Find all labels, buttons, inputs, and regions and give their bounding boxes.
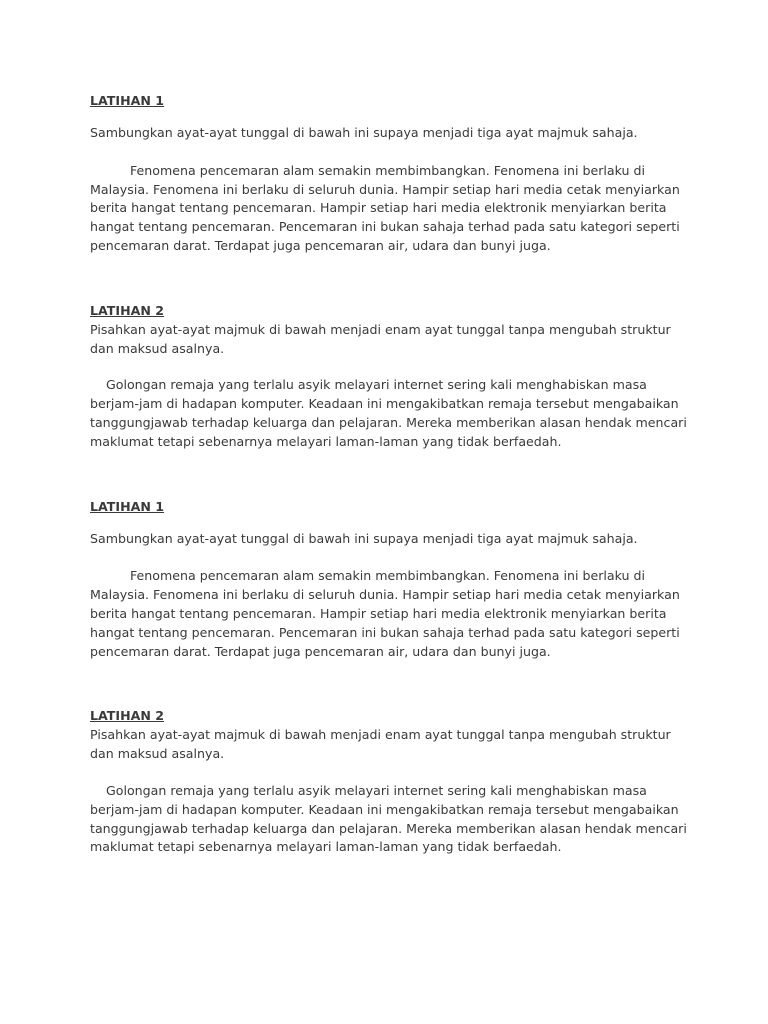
exercise-section-2 — [90, 302, 690, 452]
exercise-heading: LATIHAN 1 — [90, 498, 165, 514]
exercise-instruction: Pisahkan ayat-ayat majmuk di bawah menjadi enam ayat tunggal tanpa mengubah struktur dan maksud asalnya. — [90, 321, 671, 356]
exercise-heading: LATIHAN 1 — [90, 93, 165, 108]
exercise-passage: Golongan remaja yang terlalu asyik melayari internet sering kali menghabiskan masa berjam-jam di hadapan komputer. Keadaan ini mengakibatkan remaja tersebut mengabaikan tanggungjawab terhadap keluarga dan pelajaran. Mereka memberikan alasan hendak mencari maklumat tetapi sebenarnya melayari laman-laman yang tidak berfaedah. — [90, 377, 687, 449]
exercise-heading: LATIHAN 2 — [90, 708, 165, 724]
exercise-heading: LATIHAN 2 — [90, 302, 165, 318]
exercise-section-1 — [90, 92, 690, 256]
exercise-instruction: Sambungkan ayat-ayat tunggal di bawah ini supaya menjadi tiga ayat majmuk sahaja. — [90, 530, 638, 546]
exercise-instruction: Pisahkan ayat-ayat majmuk di bawah menjadi enam ayat tunggal tanpa mengubah struktur dan maksud asalnya. — [90, 727, 671, 762]
exercise-instruction: Sambungkan ayat-ayat tunggal di bawah ini supaya menjadi tiga ayat majmuk sahaja. — [90, 125, 638, 140]
exercise-section-4 — [90, 707, 690, 857]
exercise-section-3 — [90, 498, 690, 662]
exercise-passage: Fenomena pencemaran alam semakin membimbangkan. Fenomena ini berlaku di Malaysia. Fenomena ini berlaku di seluruh dunia. Hampir setiap hari media cetak menyiarkan berita hangat tentang pencemaran. Hampir setiap hari media elektronik menyiarkan berita hangat tentang pencemaran. Pencemaran ini bukan sahaja terhad pada satu kategori seperti pencemaran darat. Terdapat juga pencemaran air, udara dan bunyi juga. — [90, 568, 680, 659]
document-page — [90, 92, 690, 857]
exercise-passage: Fenomena pencemaran alam semakin membimbangkan. Fenomena ini berlaku di Malaysia. Fenomena ini berlaku di seluruh dunia. Hampir setiap hari media cetak menyiarkan berita hangat tentang pencemaran. Hampir setiap hari media elektronik menyiarkan berita hangat tentang pencemaran. Pencemaran ini bukan sahaja terhad pada satu kategori seperti pencemaran darat. Terdapat juga pencemaran air, udara dan bunyi juga. — [90, 162, 680, 253]
exercise-passage: Golongan remaja yang terlalu asyik melayari internet sering kali menghabiskan masa berjam-jam di hadapan komputer. Keadaan ini mengakibatkan remaja tersebut mengabaikan tanggungjawab terhadap keluarga dan pelajaran. Mereka memberikan alasan hendak mencari maklumat tetapi sebenarnya melayari laman-laman yang tidak berfaedah. — [90, 782, 687, 855]
